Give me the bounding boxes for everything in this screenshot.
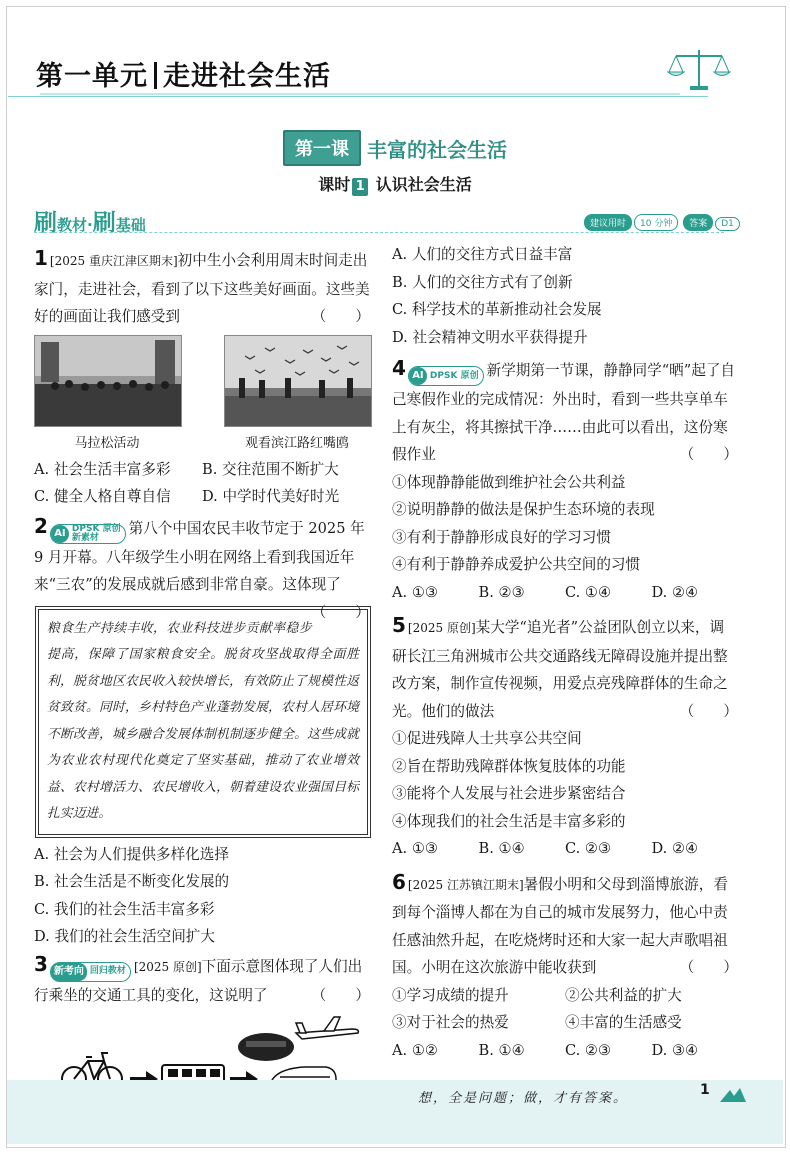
options-row <box>34 456 370 484</box>
statement-3: ③有利于静静形成良好的学习习惯 <box>392 528 611 546</box>
option-c[interactable]: C. ①④ <box>565 583 612 601</box>
photo-gulls <box>224 335 370 454</box>
statement-4: ④有利于静静养成爱护公共空间的习惯 <box>392 556 641 573</box>
period-title <box>0 172 790 196</box>
question-stem: 初中生小会利用周末时间走出家门，走进社会，看到了以下这些美好画面。这些美好的画面让我们感受到 <box>34 252 370 325</box>
timing-rule <box>34 232 724 234</box>
footer-band <box>7 1080 783 1144</box>
question-source: [2025 江苏镇江期末] <box>407 877 524 892</box>
question-stem: 第八个中国农民丰收节定于 2025 年 9 月开幕。八年级学生小明在网络上看到我国近年来“三农”的发展成就后感到非常自豪。这体现了 <box>34 519 365 593</box>
answer-paren: （ ） <box>679 446 738 463</box>
period-number: 1 <box>352 178 368 196</box>
options-row <box>392 579 738 607</box>
question-3-options <box>392 241 738 351</box>
badge-text: DPSK 原创 <box>429 370 479 381</box>
question-2 <box>34 513 370 951</box>
minutes-tag: 10 分钟 <box>634 214 678 231</box>
airplane-icon <box>296 1017 358 1039</box>
question-5 <box>392 612 738 863</box>
unit-number: 第一单元 <box>36 61 148 92</box>
badge-subtext: 新素材 <box>71 532 99 543</box>
header-rule-light <box>40 93 680 95</box>
question-number: 1 <box>34 246 48 270</box>
statement-1: ①学习成绩的提升 <box>392 986 509 1004</box>
question-4 <box>392 355 738 606</box>
section-brush-2: 刷 <box>92 210 116 236</box>
question-stem: 某大学“追光者”公益团队创立以来，调研长江三角洲城市公共交通路线无障碍设施并提出整改方案，制作宣传视频，用爱点亮残障群体的生命之光。他们的做法 <box>392 619 728 720</box>
answer-paren: （ ） <box>679 959 738 976</box>
section-dot: · <box>87 216 93 234</box>
statements-row <box>392 1009 738 1037</box>
options-row <box>34 483 370 511</box>
option-c[interactable]: C. 健全人格自尊自信 <box>34 488 171 505</box>
photo-caption: 观看滨江路红嘴鸥 <box>244 435 349 451</box>
lesson-label: 第一课 <box>283 130 361 166</box>
statement-1: ①促进残障人士共享公共空间 <box>392 730 582 747</box>
option-d[interactable]: D. 中学时代美好时光 <box>202 488 340 505</box>
gulls-photo <box>224 335 372 427</box>
dpsk-badge <box>50 524 126 544</box>
options-row <box>392 835 738 863</box>
statement-2: ②说明静静的做法是保护生态环境的表现 <box>392 501 655 518</box>
statement-3: ③对于社会的热爱 <box>392 1014 509 1031</box>
option-c[interactable]: C. ②③ <box>565 1041 612 1059</box>
new-direction-badge <box>50 962 131 982</box>
left-column <box>34 245 370 1111</box>
dpsk-badge <box>408 366 484 386</box>
question-source: [2025 重庆江津区期末] <box>49 254 178 268</box>
balance-scale-icon <box>664 46 734 92</box>
option-d[interactable]: D. 我们的社会生活空间扩大 <box>34 928 215 945</box>
option-a[interactable]: A. 社会生活丰富多彩 <box>34 460 171 478</box>
ai-icon: AI <box>51 525 69 543</box>
suggest-time-tag: 建议用时 <box>584 214 632 231</box>
header-rule <box>8 96 708 97</box>
marathon-photo <box>34 335 182 427</box>
period-prefix: 课时 <box>318 175 351 194</box>
statement-4: ④体现我们的社会生活是丰富多彩的 <box>392 812 626 830</box>
question-number: 3 <box>34 951 48 976</box>
question-number: 5 <box>392 613 406 637</box>
option-a[interactable]: A. ①③ <box>392 840 438 857</box>
page-number: 1 <box>700 1082 710 1098</box>
unit-name: 走进社会生活 <box>163 61 331 92</box>
option-c[interactable]: C. ②③ <box>565 840 612 857</box>
answer-page-tag: D1 <box>715 217 740 231</box>
badge-text: DPSK 原创 <box>71 523 121 534</box>
right-column <box>392 241 738 1064</box>
statement-1: ①体现静静能做到维护社会公共利益 <box>392 473 626 491</box>
question-stem: 下面示意图体现了人们出行乘坐的交通工具的变化，这说明了 <box>34 957 363 1004</box>
car-icon <box>238 1033 294 1061</box>
page-header <box>0 0 790 112</box>
statement-2: ②公共利益的扩大 <box>565 986 682 1004</box>
option-d[interactable]: D. 社会精神文明水平获得提升 <box>392 328 588 346</box>
badge-text: 回归教材 <box>89 966 126 976</box>
answer-tag: 答案 <box>683 214 713 231</box>
photo-marathon <box>34 335 180 454</box>
question-1 <box>34 245 370 511</box>
option-b[interactable]: B. ②③ <box>478 583 525 601</box>
option-b[interactable]: B. 人们的交往方式有了创新 <box>392 273 573 291</box>
question-number: 4 <box>392 356 406 380</box>
option-c[interactable]: C. 科学技术的革新推动社会发展 <box>392 301 602 318</box>
ai-icon: AI <box>409 367 427 385</box>
option-d[interactable]: D. ②④ <box>651 840 699 857</box>
option-a[interactable]: A. 社会为人们提供多样化选择 <box>34 845 229 863</box>
answer-paren: （ ） <box>311 308 370 325</box>
section-brush-1: 刷 <box>34 210 57 236</box>
answer-paren: （ ） <box>311 986 370 1004</box>
statement-3: ③能将个人发展与社会进步紧密结合 <box>392 785 626 802</box>
option-a[interactable]: A. ①③ <box>392 583 438 601</box>
section-text-2: 基础 <box>115 216 146 234</box>
section-text-1: 教材 <box>57 216 88 234</box>
period-name: 认识社会生活 <box>375 175 472 194</box>
question-source: [2025 原创] <box>407 621 476 635</box>
timing-info <box>584 214 742 231</box>
answer-paren: （ ） <box>311 603 370 621</box>
option-c[interactable]: C. 我们的社会生活丰富多彩 <box>34 900 215 918</box>
unit-title <box>36 54 331 93</box>
option-a[interactable]: A. 人们的交往方式日益丰富 <box>392 246 573 263</box>
title-divider <box>154 62 157 89</box>
statement-4: ④丰富的生活感受 <box>565 1014 682 1031</box>
footer-motto: 想，全是问题；做，才有答案。 <box>418 1091 629 1106</box>
lesson-name: 丰富的社会生活 <box>367 138 507 162</box>
badge-label: 新考向 <box>51 963 87 981</box>
question-number: 2 <box>34 513 48 538</box>
option-b[interactable]: B. ①④ <box>478 840 525 857</box>
photo-row <box>34 335 370 454</box>
option-d[interactable]: D. ③④ <box>651 1041 699 1059</box>
photo-caption: 马拉松活动 <box>74 435 140 451</box>
option-b[interactable]: B. 交往范围不断扩大 <box>202 460 339 478</box>
material-box: 粮食生产持续丰收，农业科技进步贡献率稳步提高，保障了国家粮食安全。脱贫攻坚战取得全面胜利，脱贫地区农民收入较快增长，有效防止了规模性返贫致贫。同时，乡村特色产业蓬勃发展，农村人居环境不断改善，城乡融合发展体制机制逐步健全。这些成就为农业农村现代化奠定了坚实基础，推动了农业增效益、农村增活力、农民增收入，朝着建设农业强国目标扎实迈进。 <box>38 609 368 835</box>
question-source: [2025 原创] <box>133 959 202 974</box>
statement-2: ②旨在帮助残障群体恢复肢体的功能 <box>392 757 626 775</box>
option-a[interactable]: A. ①② <box>392 1041 438 1059</box>
question-6 <box>392 869 738 1065</box>
option-d[interactable]: D. ②④ <box>651 583 699 601</box>
question-number: 6 <box>392 869 406 894</box>
question-stem: 新学期第一节课，静静同学“晒”起了自己寒假作业的完成情况：外出时，看到一些共享单车上有灰尘，将其擦拭干净……由此可以看出，这份寒假作业 <box>392 362 736 463</box>
statements-row <box>392 982 738 1010</box>
lesson-title <box>0 130 790 166</box>
option-b[interactable]: B. 社会生活是不断变化发展的 <box>34 873 230 890</box>
option-b[interactable]: B. ①④ <box>478 1041 525 1059</box>
question-stem: 暑假小明和父母到淄博旅游，看到每个淄博人都在为自己的城市发展努力，他心中责任感油然升起，在吃烧烤时还和大家一起大声歌唱祖国。小明在这次旅游中能收获到 <box>392 875 728 976</box>
options-row <box>392 1037 738 1065</box>
footer-decoration-icon <box>718 1082 748 1104</box>
answer-paren: （ ） <box>679 702 738 720</box>
